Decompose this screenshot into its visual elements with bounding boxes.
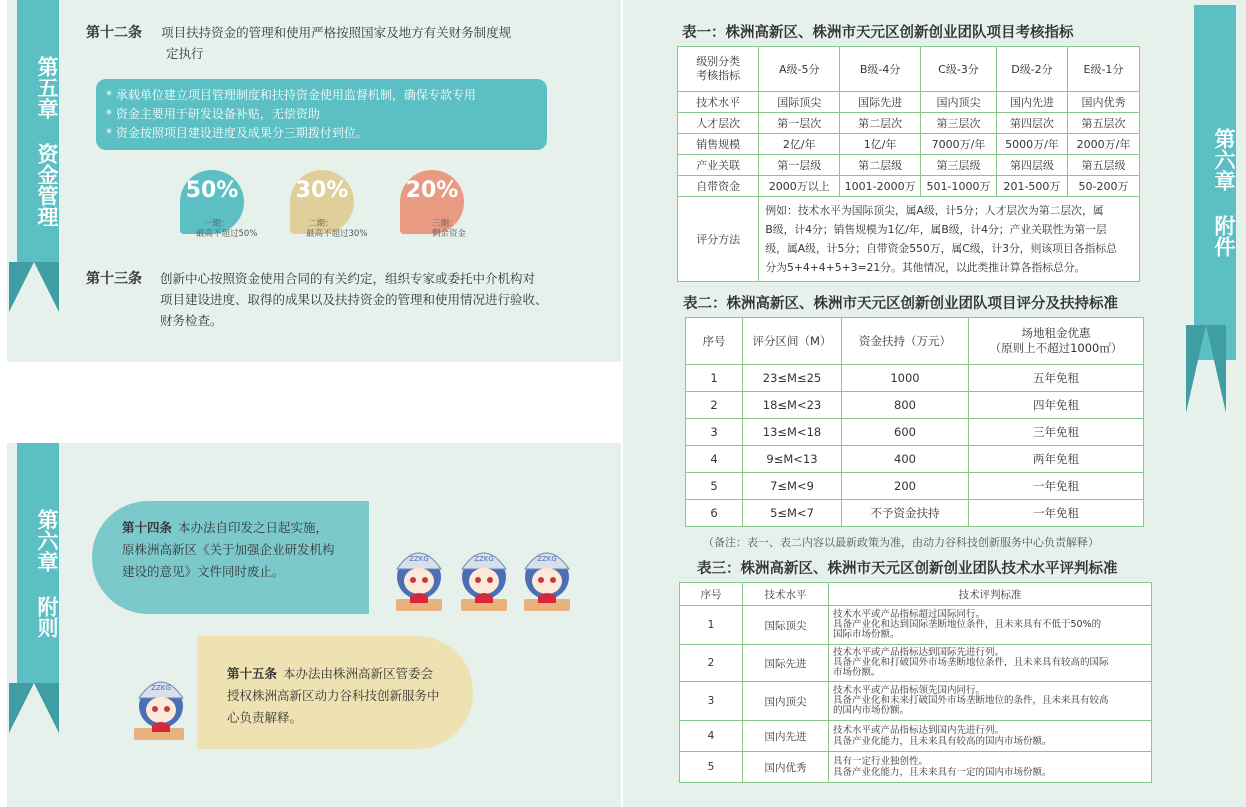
article-14-line: 建设的意见》文件同时废止。 bbox=[122, 564, 285, 579]
table2-title: 表二：株洲高新区、株洲市天元区创新创业团队项目评分及扶持标准 bbox=[683, 296, 1118, 312]
table2-cell: 800 bbox=[842, 392, 969, 419]
article-14-line: 原株洲高新区《关于加强企业研发机构 bbox=[122, 542, 335, 557]
phase2-pct: 30% bbox=[295, 178, 349, 203]
criteria-line: 具备产业化和达到国际垄断地位条件，且未来具有不低于50%的 bbox=[833, 619, 1102, 630]
article-12 bbox=[86, 22, 566, 64]
table3-title: 表三：株洲高新区、株洲市天元区创新创业团队技术水平评判标准 bbox=[697, 561, 1118, 577]
article-14-line-wrap bbox=[122, 517, 369, 539]
method-line: 分为5+4+4+5+3=21分。其他情况，以此类推计算各指标总分。 bbox=[765, 261, 1086, 274]
criteria-line: 具备产业化能力，且未来具有一定的国内市场份额。 bbox=[833, 767, 1052, 778]
phase2-label2: 最高不超过30% bbox=[306, 229, 368, 239]
article-13-body bbox=[160, 268, 600, 331]
criteria-line: 技术水平或产品指标达到国际先进行列。 bbox=[833, 647, 1005, 658]
table1-cell: 国际先进 bbox=[840, 92, 921, 113]
phase2-label bbox=[306, 219, 367, 239]
table3-level: 国际先进 bbox=[743, 645, 829, 682]
table1-cell: 第二层次 bbox=[840, 113, 921, 134]
chapter6-ribbon-left bbox=[17, 443, 59, 683]
table1-cell: 国际顶尖 bbox=[759, 92, 840, 113]
method-line: 级，属A级，计5分；自带资金550万，属C级，计3分，则该项目各指标总 bbox=[765, 242, 1117, 255]
table1-grade: C级-3分 bbox=[921, 47, 997, 92]
table1-cell: 第三层级 bbox=[921, 155, 997, 176]
table1-row-label: 产业关联 bbox=[678, 155, 759, 176]
criteria-line: 市场份额。 bbox=[833, 667, 881, 678]
table2-header: 序号 bbox=[686, 318, 743, 365]
table2-cell: 13≤M<18 bbox=[743, 419, 842, 446]
phase1-pct: 50% bbox=[185, 178, 239, 203]
table-row bbox=[686, 473, 1144, 500]
table1-cell: 50-200万 bbox=[1067, 176, 1139, 197]
phase2-label1: 二期： bbox=[308, 219, 334, 229]
table2-header-rent-line: 场地租金优惠 bbox=[1021, 326, 1091, 340]
table2-cell: 400 bbox=[842, 446, 969, 473]
table3-level: 国内优秀 bbox=[743, 752, 829, 783]
left-bottom-panel bbox=[7, 443, 621, 807]
table2-cell: 600 bbox=[842, 419, 969, 446]
table1-cell: 2000万以上 bbox=[759, 176, 840, 197]
table-note: （备注：表一、表二内容以最新政策为准，由动力谷科技创新服务中心负责解释） bbox=[703, 536, 1099, 549]
chapter6-ribbon-right-text: 第六章 附件 bbox=[1212, 128, 1236, 257]
table-row bbox=[678, 92, 1140, 113]
table2-header-rent bbox=[969, 318, 1144, 365]
table1-cell: 国内优秀 bbox=[1067, 92, 1139, 113]
table1-cell: 第五层级 bbox=[1067, 155, 1139, 176]
table-row bbox=[678, 113, 1140, 134]
table2-cell: 200 bbox=[842, 473, 969, 500]
table1-title: 表一：株洲高新区、株洲市天元区创新创业团队项目考核指标 bbox=[682, 25, 1074, 41]
table-row bbox=[680, 645, 1152, 682]
table1-grade: A级-5分 bbox=[759, 47, 840, 92]
table1-method-label: 评分方法 bbox=[678, 197, 759, 282]
chapter5-ribbon bbox=[17, 0, 59, 262]
chapter6-ribbon-left-text: 第六章 附则 bbox=[35, 508, 59, 638]
table3-no: 4 bbox=[680, 721, 743, 752]
table2-cell: 五年免租 bbox=[969, 365, 1144, 392]
table1-method-row bbox=[678, 197, 1140, 282]
bullet-item: * 资金按照项目建设进度及成果分三期拨付到位。 bbox=[106, 126, 368, 140]
article-13-line: 创新中心按照资金使用合同的有关约定，组织专家或委托中介机构对 bbox=[160, 271, 536, 286]
chapter5-ribbon-text: 第五章 资金管理 bbox=[35, 55, 59, 227]
criteria-line: 技术水平或产品指标达到国内先进行列。 bbox=[833, 725, 1005, 736]
table1-cell: 1001-2000万 bbox=[840, 176, 921, 197]
table3-criteria bbox=[829, 752, 1152, 783]
table1-cell: 第四层次 bbox=[996, 113, 1067, 134]
phase3-label bbox=[432, 219, 466, 239]
table-row bbox=[686, 419, 1144, 446]
method-line: B级，计4分；销售规模为1亿/年，属B级，计4分；产业关联性为第一层 bbox=[765, 223, 1107, 236]
table1-cell: 国内顶尖 bbox=[921, 92, 997, 113]
table1-corner-line: 级别分类 bbox=[696, 55, 741, 68]
mascot-helmet-text: ZZKG bbox=[151, 684, 171, 692]
table2-cell: 5≤M<7 bbox=[743, 500, 842, 527]
table-row bbox=[680, 606, 1152, 645]
article-12-title: 第十二条 bbox=[86, 25, 142, 41]
article-15-line: 本办法由株洲高新区管委会 bbox=[283, 666, 434, 681]
table2-cell: 两年免租 bbox=[969, 446, 1144, 473]
table3 bbox=[679, 582, 1152, 783]
article-13-title: 第十三条 bbox=[86, 271, 142, 287]
table1-cell: 第二层级 bbox=[840, 155, 921, 176]
table-row bbox=[680, 682, 1152, 721]
mascot-helmet-text: ZZKG bbox=[474, 555, 494, 563]
table1-grade: B级-4分 bbox=[840, 47, 921, 92]
table-row bbox=[680, 752, 1152, 783]
table-row bbox=[678, 134, 1140, 155]
table1-header-row bbox=[678, 47, 1140, 92]
phase1-label2: 最高不超过50% bbox=[196, 229, 258, 239]
criteria-line: 具有一定行业独创性。 bbox=[833, 756, 929, 767]
table1-cell: 第三层次 bbox=[921, 113, 997, 134]
table1-row-label: 自带资金 bbox=[678, 176, 759, 197]
table3-header-row bbox=[680, 583, 1152, 606]
table3-level: 国内先进 bbox=[743, 721, 829, 752]
table3-criteria bbox=[829, 721, 1152, 752]
mascot-helmet-text: ZZKG bbox=[409, 555, 429, 563]
criteria-line: 具备产业化能力，且未来具有较高的国内市场份额。 bbox=[833, 736, 1052, 747]
table2-cell: 不予资金扶持 bbox=[842, 500, 969, 527]
table2-cell: 23≤M≤25 bbox=[743, 365, 842, 392]
table2-cell: 一年免租 bbox=[969, 500, 1144, 527]
phase3-label2: 剩余资金 bbox=[432, 229, 467, 239]
table3-level: 国内顶尖 bbox=[743, 682, 829, 721]
table1-method-text bbox=[759, 197, 1140, 282]
mascot-illustration bbox=[132, 670, 190, 742]
table3-no: 1 bbox=[680, 606, 743, 645]
table1-cell: 第一层次 bbox=[759, 113, 840, 134]
funding-bullets bbox=[96, 79, 547, 150]
table2-header: 评分区间（M） bbox=[743, 318, 842, 365]
ribbon-tail bbox=[1186, 325, 1226, 413]
table1-row-label: 技术水平 bbox=[678, 92, 759, 113]
article-15-line: 心负责解释。 bbox=[227, 710, 303, 725]
table3-criteria bbox=[829, 606, 1152, 645]
table2-header-row bbox=[686, 318, 1144, 365]
chapter6-ribbon-right bbox=[1194, 5, 1236, 360]
table-row bbox=[680, 721, 1152, 752]
mascot-illustration bbox=[390, 541, 448, 613]
criteria-line: 技术水平或产品指标领先国内同行。 bbox=[833, 685, 986, 696]
article-13 bbox=[86, 268, 596, 328]
phase1-label1: 一期： bbox=[204, 219, 230, 229]
table1-row-label: 销售规模 bbox=[678, 134, 759, 155]
ribbon-tail bbox=[9, 262, 59, 312]
mascot-illustration bbox=[518, 541, 576, 613]
table1-cell: 2亿/年 bbox=[759, 134, 840, 155]
table1-grade: E级-1分 bbox=[1067, 47, 1139, 92]
table2-cell: 1 bbox=[686, 365, 743, 392]
table1-cell: 2000万/年 bbox=[1067, 134, 1139, 155]
article-13-line: 项目建设进度、取得的成果以及扶持资金的管理和使用情况进行验收、 bbox=[160, 292, 548, 307]
table3-no: 2 bbox=[680, 645, 743, 682]
criteria-line: 国际市场份额。 bbox=[833, 629, 900, 640]
ribbon-tail bbox=[9, 683, 59, 733]
table2-cell: 2 bbox=[686, 392, 743, 419]
table3-header: 技术评判标准 bbox=[829, 583, 1152, 606]
criteria-line: 具备产业化和打破国外市场垄断地位条件，且未来具有较高的国际 bbox=[833, 657, 1109, 668]
article-15-title: 第十五条 bbox=[227, 666, 278, 681]
table1-cell: 201-500万 bbox=[996, 176, 1067, 197]
bullet-item: * 资金主要用于研发设备补贴，无偿资助 bbox=[106, 107, 320, 121]
mascot-helmet-text: ZZKG bbox=[537, 555, 557, 563]
table-row bbox=[686, 500, 1144, 527]
table1-cell: 1亿/年 bbox=[840, 134, 921, 155]
table2-header-rent-sub: （原则上不超过1000㎡） bbox=[989, 341, 1123, 355]
table1-corner-line: 考核指标 bbox=[696, 69, 741, 82]
table2-cell: 4 bbox=[686, 446, 743, 473]
table1-cell: 第五层次 bbox=[1067, 113, 1139, 134]
table2-header: 资金扶持（万元） bbox=[842, 318, 969, 365]
table1 bbox=[677, 46, 1140, 282]
table2-cell: 三年免租 bbox=[969, 419, 1144, 446]
phase3-label1: 三期： bbox=[432, 219, 458, 229]
article-14-title: 第十四条 bbox=[122, 520, 173, 535]
table1-cell: 第一层级 bbox=[759, 155, 840, 176]
table3-criteria bbox=[829, 682, 1152, 721]
table3-no: 3 bbox=[680, 682, 743, 721]
table1-grade: D级-2分 bbox=[996, 47, 1067, 92]
mascot-illustration bbox=[455, 541, 513, 613]
table-row bbox=[686, 365, 1144, 392]
article-15-line: 授权株洲高新区动力谷科技创新服务中 bbox=[227, 688, 440, 703]
phase3-pct: 20% bbox=[405, 178, 459, 203]
table3-no: 5 bbox=[680, 752, 743, 783]
article-12-line1: 项目扶持资金的管理和使用严格按照国家及地方有关财务制度规 bbox=[161, 25, 512, 40]
table2-cell: 一年免租 bbox=[969, 473, 1144, 500]
criteria-line: 的国内市场份额。 bbox=[833, 705, 910, 716]
table-row bbox=[686, 446, 1144, 473]
table3-header: 序号 bbox=[680, 583, 743, 606]
table1-cell: 7000万/年 bbox=[921, 134, 997, 155]
table2-cell: 四年免租 bbox=[969, 392, 1144, 419]
article-15-bubble bbox=[197, 636, 473, 749]
table1-corner bbox=[678, 47, 759, 92]
table1-cell: 第四层级 bbox=[996, 155, 1067, 176]
table2-cell: 3 bbox=[686, 419, 743, 446]
table-row bbox=[686, 392, 1144, 419]
table2-cell: 6 bbox=[686, 500, 743, 527]
table2-cell: 1000 bbox=[842, 365, 969, 392]
article-12-line2: 定执行 bbox=[166, 46, 204, 61]
table2-cell: 5 bbox=[686, 473, 743, 500]
table1-cell: 501-1000万 bbox=[921, 176, 997, 197]
table3-level: 国际顶尖 bbox=[743, 606, 829, 645]
phase1-label bbox=[196, 219, 257, 239]
table-row bbox=[678, 155, 1140, 176]
bullet-item: * 承载单位建立项目管理制度和扶持资金使用监督机制，确保专款专用 bbox=[106, 88, 476, 102]
table-row bbox=[678, 176, 1140, 197]
table2 bbox=[685, 317, 1144, 527]
article-15-line-wrap bbox=[227, 663, 473, 685]
table2-cell: 9≤M<13 bbox=[743, 446, 842, 473]
criteria-line: 技术水平或产品指标超过国际同行。 bbox=[833, 609, 986, 620]
table3-header: 技术水平 bbox=[743, 583, 829, 606]
table1-cell: 国内先进 bbox=[996, 92, 1067, 113]
table3-criteria bbox=[829, 645, 1152, 682]
table1-cell: 5000万/年 bbox=[996, 134, 1067, 155]
criteria-line: 具备产业化和未来打破国外市场垄断地位的条件，且未来具有较高 bbox=[833, 695, 1109, 706]
table2-cell: 18≤M<23 bbox=[743, 392, 842, 419]
article-14-bubble bbox=[92, 501, 369, 614]
article-14-line: 本办法自印发之日起实施， bbox=[178, 520, 329, 535]
method-line: 例如：技术水平为国际顶尖，属A级，计5分；人才层次为第二层次，属 bbox=[765, 204, 1104, 217]
table2-cell: 7≤M<9 bbox=[743, 473, 842, 500]
table1-row-label: 人才层次 bbox=[678, 113, 759, 134]
article-13-line: 财务检查。 bbox=[160, 313, 223, 328]
